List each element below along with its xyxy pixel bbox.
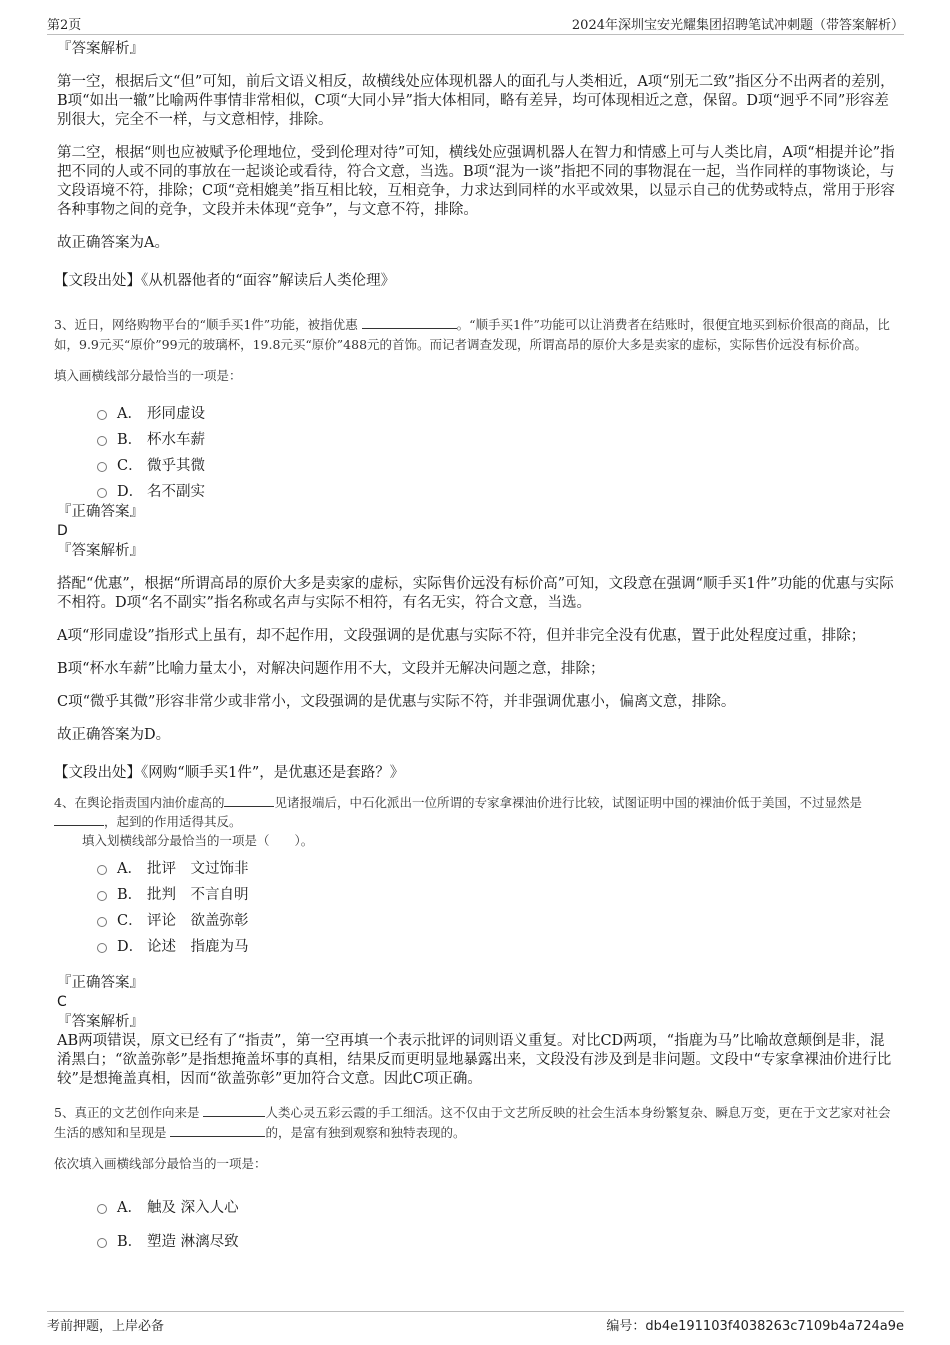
question-prompt: 依次填入画横线部分最恰当的一项是： — [54, 1156, 267, 1171]
radio-icon[interactable] — [97, 410, 107, 420]
question-prompt: 填入画横线部分最恰当的一项是： — [54, 368, 242, 383]
radio-icon[interactable] — [97, 943, 107, 953]
radio-icon[interactable] — [97, 462, 107, 472]
option-a[interactable]: A． 批评 文过饰非 — [97, 854, 895, 880]
source-citation: 【文段出处】《网购“顺手买1件”，是优惠还是套路？》 — [54, 765, 405, 781]
analysis-paragraph: C项“微乎其微”形容非常少或非常小，文段强调的是优惠与实际不符，并非强调优惠小，偏离文意，排除。 — [57, 694, 736, 710]
radio-icon[interactable] — [97, 865, 107, 875]
source-citation: 【文段出处】《从机器他者的“面容”解读后人类伦理》 — [54, 273, 396, 289]
analysis-label: 『答案解析』 — [57, 41, 144, 57]
answer-blank — [54, 813, 104, 826]
option-d[interactable]: D． 论述 指鹿为马 — [97, 932, 895, 958]
option-a[interactable]: A． 形同虚设 — [97, 399, 895, 425]
page-footer — [47, 1311, 904, 1336]
analysis-label: 『答案解析』 — [57, 1014, 144, 1030]
option-list — [57, 1189, 895, 1257]
answer-blank — [203, 1104, 265, 1117]
correct-answer: D — [57, 523, 68, 539]
analysis-paragraph: 第一空，根据后文“但”可知，前后文语义相反，故横线处应体现机器人的面孔与人类相近，A项“别无二致”指区分不出两者的差别，B项“如出一辙”比喻两件事情非常相似，C项“大同小异”指大体相同，略有差异，均可体现相近之意，保留。D项“迥乎不同”形容差别很大，完全不一样，与文意相悖，排除。 — [57, 74, 895, 128]
answer-blank — [170, 1124, 265, 1137]
option-a[interactable]: A． 触及 深入人心 — [97, 1189, 895, 1223]
option-b[interactable]: B． 塑造 淋漓尽致 — [97, 1223, 895, 1257]
analysis-paragraph: B项“杯水车薪”比喻力量太小，对解决问题作用不大，文段并无解决问题之意，排除； — [57, 661, 605, 677]
question-prompt: 填入划横线部分最恰当的一项是（ ）。 — [82, 833, 314, 848]
analysis-paragraph: A项“形同虚设”指形式上虽有，却不起作用，文段强调的是优惠与实际不符，但并非完全没有优惠，置于此处程度过重，排除； — [57, 628, 866, 644]
radio-icon[interactable] — [97, 917, 107, 927]
radio-icon[interactable] — [97, 1238, 107, 1248]
option-c[interactable]: C． 评论 欲盖弥彰 — [97, 906, 895, 932]
option-d[interactable]: D． 名不副实 — [97, 477, 895, 503]
analysis-paragraph: AB两项错误，原文已经有了“指责”，第一空再填一个表示批评的词则语义重复。对比CD两项，“指鹿为马”比喻故意颠倒是非，混淆黑白；“欲盖弥彰”是指想掩盖坏事的真相，结果反而更明显地暴露出来，文段没有涉及到是非问题。文段中“专家拿裸油价进行比较”是想掩盖真相，因而“欲盖弥彰”更加符合文意。因此C项正确。 — [57, 1033, 892, 1087]
document-title: 2024年深圳宝安光耀集团招聘笔试冲刺题（带答案解析） — [571, 18, 904, 33]
question-stem: 3、近日，网络购物平台的“顺手买1件”功能，被指优惠 。“顺手买1件”功能可以让消费者在结账时，很便宜地买到标价很高的商品，比如，9.9元买“原价”99元的玻璃杯，19.8元买“原价”488元的首饰。而记者调查发现，所谓高昂的原价大多是卖家的虚标，实际售价远没有标价高。 — [54, 317, 890, 352]
option-list — [57, 854, 895, 958]
option-c[interactable]: C． 微乎其微 — [97, 451, 895, 477]
footer-note: 考前押题，上岸必备 — [47, 1319, 165, 1334]
question-stem: 4、在舆论指责国内油价虚高的 见诸报端后，中石化派出一位所谓的专家拿裸油价进行比较，试图证明中国的裸油价低于美国，不过显然是，起到的作用适得其反。 — [54, 795, 862, 829]
correct-answer-label: 『正确答案』 — [57, 975, 144, 991]
document-body — [54, 40, 895, 1257]
answer-blank — [224, 794, 274, 807]
correct-answer: C — [57, 994, 67, 1010]
question-stem: 5、真正的文艺创作向来是 人类心灵五彩云霞的手工细活。这不仅由于文艺所反映的社会生活本身纷繁复杂、瞬息万变，更在于文艺家对社会生活的感知和呈现是 的，是富有独到观察和独特表现的。 — [54, 1105, 891, 1140]
page-number: 第2页 — [47, 18, 82, 33]
analysis-label: 『答案解析』 — [57, 543, 144, 559]
radio-icon[interactable] — [97, 436, 107, 446]
page-header — [47, 12, 904, 35]
document-id: 编号：db4e191103f4038263c7109b4a724a9e — [606, 1319, 904, 1334]
option-list — [57, 399, 895, 503]
answer-blank — [362, 316, 457, 329]
correct-answer-label: 『正确答案』 — [57, 504, 144, 520]
conclusion: 故正确答案为A。 — [57, 235, 169, 251]
conclusion: 故正确答案为D。 — [57, 727, 171, 743]
analysis-paragraph: 搭配“优惠”，根据“所谓高昂的原价大多是卖家的虚标，实际售价远没有标价高”可知，文段意在强调“顺手买1件”功能的优惠与实际不相符。D项“名不副实”指名称或名声与实际不相符，有名无实，符合文意，当选。 — [57, 576, 894, 611]
radio-icon[interactable] — [97, 488, 107, 498]
radio-icon[interactable] — [97, 1204, 107, 1214]
option-b[interactable]: B． 杯水车薪 — [97, 425, 895, 451]
option-b[interactable]: B． 批判 不言自明 — [97, 880, 895, 906]
analysis-paragraph: 第二空，根据“则也应被赋予伦理地位，受到伦理对待”可知，横线处应强调机器人在智力和情感上可与人类比肩，A项“相提并论”指把不同的人或不同的事放在一起谈论或看待，符合文意，当选。B项“混为一谈”指把不同的事物混在一起，当作同样的事物谈论，与文段语境不符，排除；C项“竞相媲美”指互相比较，互相竞争，力求达到同样的水平或效果，以显示自己的优势或特点，常用于形容各种事物之间的竞争，文段并未体现“竞争”，与文意不符，排除。 — [57, 145, 895, 218]
radio-icon[interactable] — [97, 891, 107, 901]
